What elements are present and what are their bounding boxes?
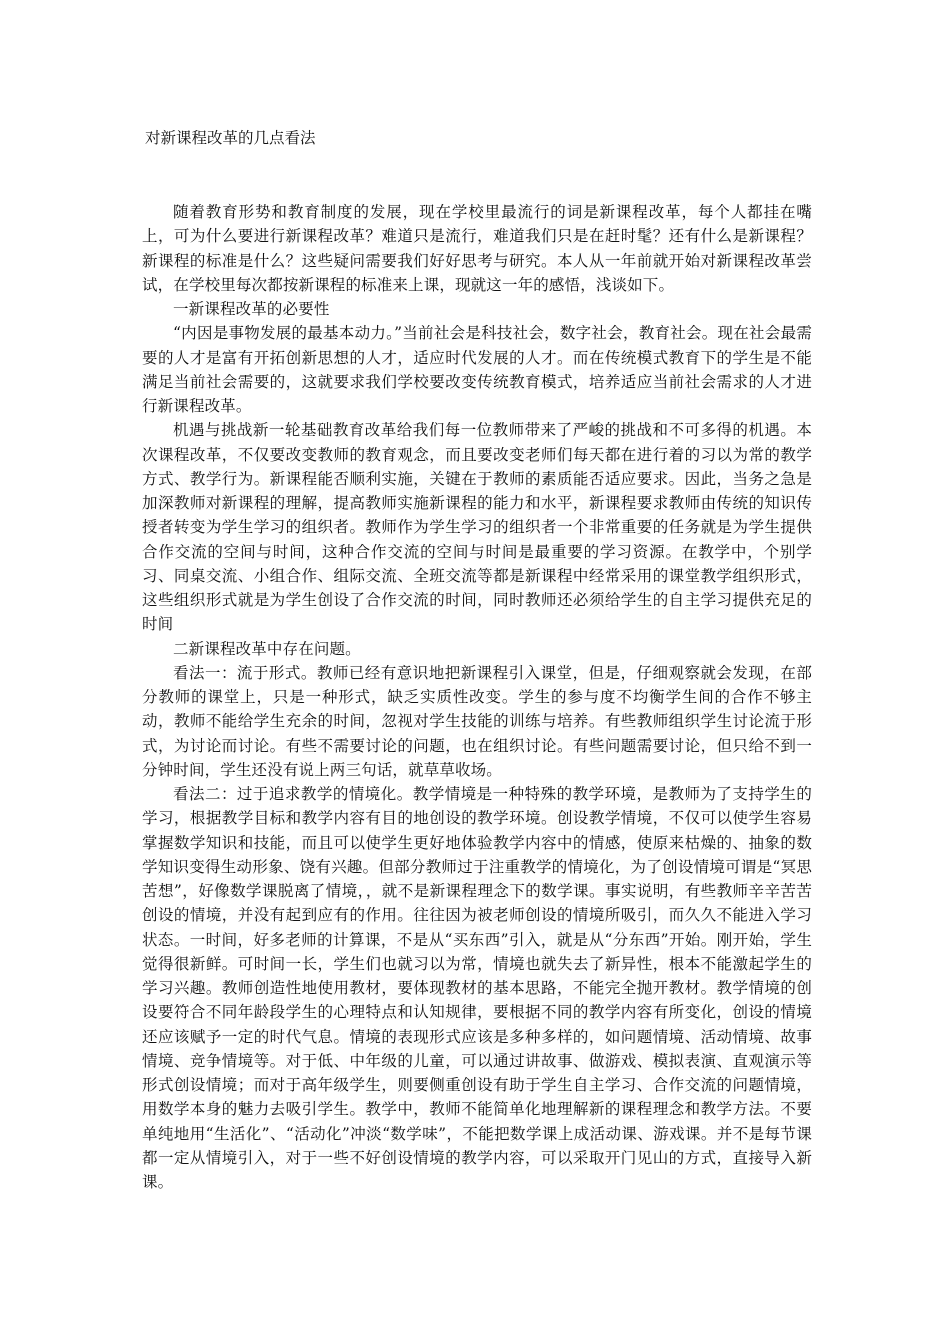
paragraph-opportunity-challenge: 机遇与挑战新一轮基础教育改革给我们每一位教师带来了严峻的挑战和不可多得的机遇。本次课程改革，不仅要改变教师的教育观念，而且要改变老师们每天都在进行着的习以为常的教学方式、教学行为。新课程能否顺利实施，关键在于教师的素质能否适应要求。因此，当务之急是加深教师对新课程的理解，提高教师实施新课程的能力和水平，新课程要求教师由传统的知识传授者转变为学生学习的组织者。教师作为学生学习的组织者一个非常重要的任务就是为学生提供合作交流的空间与时间，这种合作交流的空间与时间是最重要的学习资源。在教学中，个别学习、同桌交流、小组合作、组际交流、全班交流等都是新课程中经常采用的课堂教学组织形式，这些组织形式就是为学生创设了合作交流的时间，同时教师还必须给学生的自主学习提供充足的时间 <box>142 421 812 634</box>
document-body <box>142 200 812 1194</box>
section-heading-problems: 二新课程改革中存在问题。 <box>173 639 361 658</box>
paragraph-view-two: 看法二：过于追求教学的情境化。教学情境是一种特殊的教学环境，是教师为了支持学生的学习，根据教学目标和教学内容有目的地创设的教学环境。创设教学情境，不仅可以使学生容易掌握数学知识和技能，而且可以使学生更好地体验教学内容中的情感，使原来枯燥的、抽象的数学知识变得生动形象、饶有兴趣。但部分教师过于注重教学的情境化，为了创设情境可谓是“冥思苦想”，好像数学课脱离了情境，，就不是新课程理念下的数学课。事实说明，有些教师辛辛苦苦创设的情境，并没有起到应有的作用。往往因为被老师创设的情境所吸引，而久久不能进入学习状态。一时间，好多老师的计算课，不是从“买东西”引入，就是从“分东西”开始。刚开始，学生觉得很新鲜。可时间一长，学生们也就习以为常，情境也就失去了新异性，根本不能激起学生的学习兴趣。教师创造性地使用教材，要体现教材的基本思路，不能完全抛开教材。教学情境的创设要符合不同年龄段学生的心理特点和认知规律，要根据不同的教学内容有所变化，创设的情境还应该赋予一定的时代气息。情境的表现形式应该是多种多样的，如问题情境、活动情境、故事情境、竞争情境等。对于低、中年级的儿童，可以通过讲故事、做游戏、模拟表演、直观演示等形式创设情境；而对于高年级学生，则要侧重创设有助于学生自主学习、合作交流的问题情境，用数学本身的魅力去吸引学生。教学中，教师不能简单化地理解新的课程理念和教学方法。不要单纯地用“生活化”、“活动化”冲淡“数学味”，不能把数学课上成活动课、游戏课。并不是每节课都一定从情境引入，对于一些不好创设情境的教学内容，可以采取开门见山的方式，直接导入新课。 <box>142 785 812 1191</box>
paragraph-intro: 随着教育形势和教育制度的发展，现在学校里最流行的词是新课程改革，每个人都挂在嘴上，可为什么要进行新课程改革？难道只是流行，难道我们只是在赶时髦？还有什么是新课程？新课程的标准是什么？这些疑问需要我们好好思考与研究。本人从一年前就开始对新课程改革尝试，在学校里每次都按新课程的标准来上课，现就这一年的感悟，浅谈如下。 <box>142 203 812 294</box>
paragraph-view-one: 看法一：流于形式。教师已经有意识地把新课程引入课堂，但是，仔细观察就会发现，在部分教师的课堂上，只是一种形式，缺乏实质性改变。学生的参与度不均衡学生间的合作不够主动，教师不能给学生充余的时间，忽视对学生技能的训练与培养。有些教师组织学生讨论流于形式，为讨论而讨论。有些不需要讨论的问题，也在组织讨论。有些问题需要讨论，但只给不到一分钟时间，学生还没有说上两三句话，就草草收场。 <box>142 663 812 779</box>
paragraph-internal-cause: “内因是事物发展的最基本动力。”当前社会是科技社会，数字社会，教育社会。现在社会最需要的人才是富有开拓创新思想的人才，适应时代发展的人才。而在传统模式教育下的学生是不能满足当前社会需要的，这就要求我们学校要改变传统教育模式，培养适应当前社会需求的人才进行新课程改革。 <box>142 324 812 415</box>
section-heading-necessity: 一新课程改革的必要性 <box>173 300 330 318</box>
document-title: 对新课程改革的几点看法 <box>145 129 316 147</box>
